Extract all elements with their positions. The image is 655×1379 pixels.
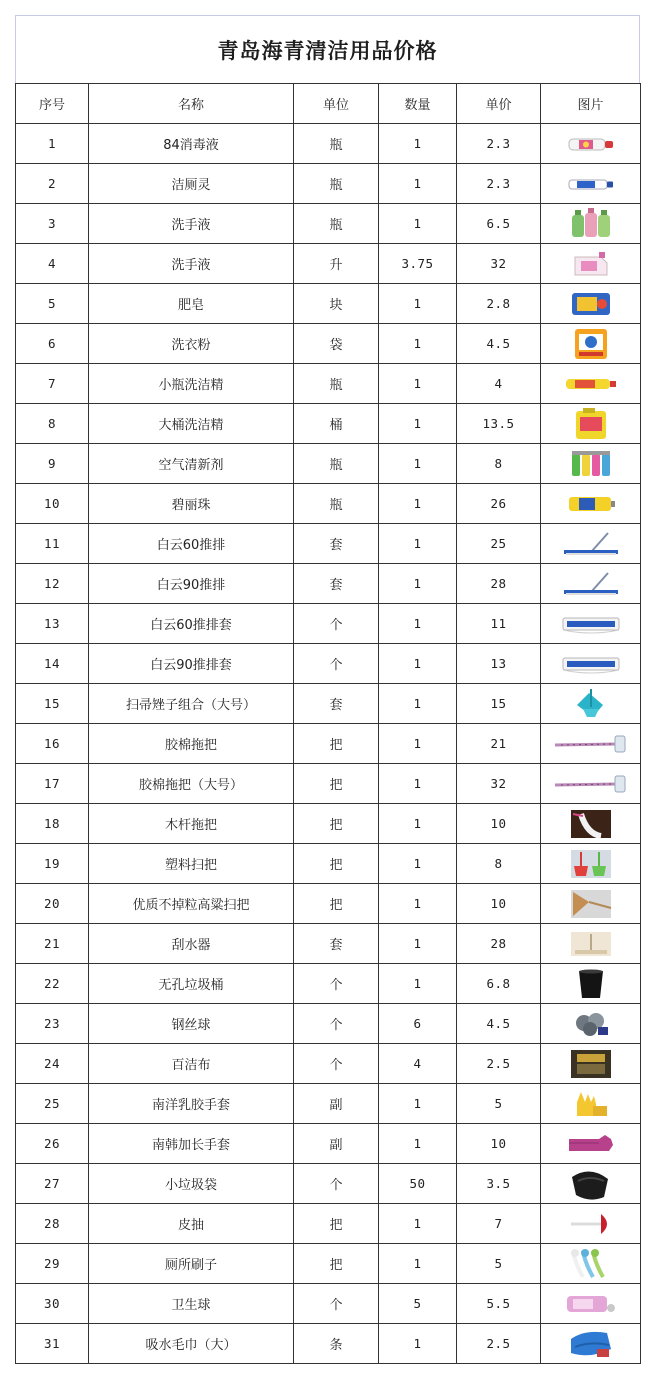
row-index: 8: [16, 404, 89, 444]
table-row: [16, 204, 641, 244]
sponge-mop-icon: [551, 771, 631, 797]
row-name: 空气清新剂: [89, 444, 294, 484]
row-price: 2.3: [457, 164, 541, 204]
table-row: [16, 364, 641, 404]
table-row: [16, 124, 641, 164]
row-unit: 把: [294, 764, 379, 804]
row-image: [541, 964, 641, 1004]
row-index: 11: [16, 524, 89, 564]
row-price: 6.8: [457, 964, 541, 1004]
row-price: 4: [457, 364, 541, 404]
row-quantity: 1: [379, 164, 457, 204]
row-quantity: 1: [379, 1324, 457, 1364]
table-row: [16, 1244, 641, 1284]
row-price: 13: [457, 644, 541, 684]
row-index: 3: [16, 204, 89, 244]
row-name: 洗衣粉: [89, 324, 294, 364]
row-unit: 副: [294, 1084, 379, 1124]
row-unit: 瓶: [294, 444, 379, 484]
row-unit: 个: [294, 964, 379, 1004]
row-quantity: 1: [379, 924, 457, 964]
row-name: 南韩加长手套: [89, 1124, 294, 1164]
row-price: 28: [457, 564, 541, 604]
row-unit: 桶: [294, 404, 379, 444]
flat-mop-icon: [558, 571, 624, 597]
dish-soap-barrel-icon: [571, 407, 611, 441]
row-price: 2.8: [457, 284, 541, 324]
row-index: 19: [16, 844, 89, 884]
trash-bin-icon: [574, 967, 608, 1001]
row-price: 21: [457, 724, 541, 764]
sponge-mop-icon: [551, 731, 631, 757]
table-row: [16, 1004, 641, 1044]
row-index: 29: [16, 1244, 89, 1284]
row-name: 厕所刷子: [89, 1244, 294, 1284]
table-row: [16, 444, 641, 484]
row-image: [541, 764, 641, 804]
row-quantity: 1: [379, 444, 457, 484]
row-unit: 把: [294, 1244, 379, 1284]
row-name: 小瓶洗洁精: [89, 364, 294, 404]
table-row: [16, 884, 641, 924]
row-image: [541, 444, 641, 484]
table-row: [16, 404, 641, 444]
row-quantity: 1: [379, 1204, 457, 1244]
row-price: 10: [457, 1124, 541, 1164]
row-price: 32: [457, 764, 541, 804]
table-row: [16, 524, 641, 564]
row-unit: 套: [294, 684, 379, 724]
row-quantity: 1: [379, 284, 457, 324]
row-name: 白云60推排: [89, 524, 294, 564]
row-price: 5.5: [457, 1284, 541, 1324]
row-index: 24: [16, 1044, 89, 1084]
row-unit: 个: [294, 1044, 379, 1084]
row-price: 5: [457, 1084, 541, 1124]
row-index: 16: [16, 724, 89, 764]
row-price: 25: [457, 524, 541, 564]
row-price: 15: [457, 684, 541, 724]
table-row: [16, 244, 641, 284]
header-unit: 单位: [294, 84, 379, 124]
table-row: [16, 964, 641, 1004]
row-image: [541, 244, 641, 284]
row-unit: 块: [294, 284, 379, 324]
row-index: 14: [16, 644, 89, 684]
row-name: 大桶洗洁精: [89, 404, 294, 444]
row-name: 洗手液: [89, 204, 294, 244]
row-quantity: 1: [379, 724, 457, 764]
mop-pad-icon: [559, 612, 623, 636]
toilet-brush-icon: [569, 1247, 613, 1281]
row-quantity: 1: [379, 324, 457, 364]
row-image: [541, 644, 641, 684]
row-name: 刮水器: [89, 924, 294, 964]
row-index: 1: [16, 124, 89, 164]
row-image: [541, 1244, 641, 1284]
row-index: 26: [16, 1124, 89, 1164]
row-index: 31: [16, 1324, 89, 1364]
row-price: 4.5: [457, 324, 541, 364]
table-row: [16, 804, 641, 844]
row-image: [541, 1044, 641, 1084]
price-table: [15, 83, 641, 1364]
row-price: 6.5: [457, 204, 541, 244]
mothballs-icon: [563, 1292, 619, 1316]
row-price: 2.3: [457, 124, 541, 164]
row-name: 84消毒液: [89, 124, 294, 164]
row-name: 皮抽: [89, 1204, 294, 1244]
row-index: 27: [16, 1164, 89, 1204]
row-name: 钢丝球: [89, 1004, 294, 1044]
table-row: [16, 604, 641, 644]
towel-icon: [567, 1327, 615, 1361]
table-row: [16, 564, 641, 604]
row-name: 小垃圾袋: [89, 1164, 294, 1204]
table-row: [16, 164, 641, 204]
row-index: 9: [16, 444, 89, 484]
furniture-polish-can-icon: [565, 493, 617, 515]
row-name: 洗手液: [89, 244, 294, 284]
table-header-row: [16, 84, 641, 124]
row-quantity: 5: [379, 1284, 457, 1324]
long-gloves-icon: [567, 1131, 615, 1157]
row-unit: 个: [294, 1284, 379, 1324]
sorghum-broom-icon: [569, 888, 613, 920]
table-row: [16, 924, 641, 964]
table-row: [16, 1124, 641, 1164]
detergent-bag-icon: [571, 327, 611, 361]
row-quantity: 1: [379, 604, 457, 644]
steel-wool-icon: [572, 1009, 610, 1039]
row-image: [541, 284, 641, 324]
row-price: 3.5: [457, 1164, 541, 1204]
row-price: 7: [457, 1204, 541, 1244]
row-unit: 把: [294, 1204, 379, 1244]
row-quantity: 50: [379, 1164, 457, 1204]
soap-bar-icon: [569, 289, 613, 319]
row-image: [541, 124, 641, 164]
row-image: [541, 484, 641, 524]
row-image: [541, 1164, 641, 1204]
row-name: 胶棉拖把: [89, 724, 294, 764]
plunger-icon: [567, 1210, 615, 1238]
row-index: 21: [16, 924, 89, 964]
row-image: [541, 1004, 641, 1044]
row-unit: 个: [294, 604, 379, 644]
row-unit: 把: [294, 884, 379, 924]
row-image: [541, 924, 641, 964]
row-index: 4: [16, 244, 89, 284]
row-unit: 套: [294, 924, 379, 964]
row-index: 17: [16, 764, 89, 804]
row-quantity: 1: [379, 1124, 457, 1164]
hand-soap-jug-icon: [569, 249, 613, 279]
row-unit: 个: [294, 1164, 379, 1204]
row-index: 2: [16, 164, 89, 204]
row-unit: 条: [294, 1324, 379, 1364]
row-name: 百洁布: [89, 1044, 294, 1084]
broom-dustpan-set-icon: [571, 687, 611, 721]
row-price: 8: [457, 444, 541, 484]
row-image: [541, 724, 641, 764]
row-index: 5: [16, 284, 89, 324]
row-name: 扫帚矬子组合（大号）: [89, 684, 294, 724]
row-index: 22: [16, 964, 89, 1004]
row-image: [541, 564, 641, 604]
row-name: 白云60推排套: [89, 604, 294, 644]
squeegee-icon: [569, 930, 613, 958]
row-name: 优质不掉粒高粱扫把: [89, 884, 294, 924]
row-unit: 把: [294, 724, 379, 764]
table-row: [16, 1324, 641, 1364]
row-name: 白云90推排套: [89, 644, 294, 684]
hand-soap-bottles-icon: [569, 207, 613, 241]
row-image: [541, 844, 641, 884]
row-unit: 把: [294, 844, 379, 884]
row-index: 20: [16, 884, 89, 924]
table-body: [16, 124, 641, 1364]
table-row: [16, 644, 641, 684]
row-price: 13.5: [457, 404, 541, 444]
row-index: 7: [16, 364, 89, 404]
row-quantity: 1: [379, 404, 457, 444]
table-row: [16, 284, 641, 324]
row-price: 10: [457, 804, 541, 844]
row-name: 南洋乳胶手套: [89, 1084, 294, 1124]
table-row: [16, 324, 641, 364]
row-unit: 把: [294, 804, 379, 844]
toilet-cleaner-bottle-icon: [565, 173, 617, 195]
row-unit: 副: [294, 1124, 379, 1164]
mop-pad-icon: [559, 652, 623, 676]
row-unit: 瓶: [294, 124, 379, 164]
row-image: [541, 1204, 641, 1244]
row-name: 木杆拖把: [89, 804, 294, 844]
table-row: [16, 484, 641, 524]
row-image: [541, 684, 641, 724]
row-quantity: 1: [379, 844, 457, 884]
row-name: 塑料扫把: [89, 844, 294, 884]
row-price: 4.5: [457, 1004, 541, 1044]
row-index: 10: [16, 484, 89, 524]
row-quantity: 1: [379, 684, 457, 724]
row-unit: 套: [294, 524, 379, 564]
disinfectant-bottle-icon: [565, 133, 617, 155]
row-quantity: 1: [379, 1244, 457, 1284]
table-row: [16, 724, 641, 764]
row-quantity: 1: [379, 644, 457, 684]
row-name: 白云90推排: [89, 564, 294, 604]
row-image: [541, 204, 641, 244]
row-price: 8: [457, 844, 541, 884]
table-row: [16, 844, 641, 884]
row-price: 2.5: [457, 1044, 541, 1084]
row-price: 10: [457, 884, 541, 924]
row-index: 28: [16, 1204, 89, 1244]
row-unit: 瓶: [294, 364, 379, 404]
row-name: 无孔垃圾桶: [89, 964, 294, 1004]
row-image: [541, 1124, 641, 1164]
garbage-bags-icon: [568, 1167, 614, 1201]
row-quantity: 1: [379, 524, 457, 564]
row-price: 28: [457, 924, 541, 964]
row-quantity: 1: [379, 564, 457, 604]
row-quantity: 4: [379, 1044, 457, 1084]
header-index: 序号: [16, 84, 89, 124]
row-index: 25: [16, 1084, 89, 1124]
row-name: 吸水毛巾（大）: [89, 1324, 294, 1364]
row-index: 30: [16, 1284, 89, 1324]
row-image: [541, 884, 641, 924]
row-price: 32: [457, 244, 541, 284]
row-quantity: 6: [379, 1004, 457, 1044]
row-quantity: 1: [379, 964, 457, 1004]
row-index: 12: [16, 564, 89, 604]
row-quantity: 1: [379, 804, 457, 844]
row-image: [541, 324, 641, 364]
table-row: [16, 1284, 641, 1324]
row-image: [541, 1284, 641, 1324]
string-mop-icon: [569, 808, 613, 840]
row-price: 5: [457, 1244, 541, 1284]
row-name: 胶棉拖把（大号）: [89, 764, 294, 804]
row-index: 13: [16, 604, 89, 644]
row-index: 18: [16, 804, 89, 844]
row-unit: 袋: [294, 324, 379, 364]
row-unit: 瓶: [294, 204, 379, 244]
row-quantity: 1: [379, 884, 457, 924]
plastic-broom-icon: [569, 848, 613, 880]
header-price: 单价: [457, 84, 541, 124]
row-unit: 套: [294, 564, 379, 604]
row-image: [541, 164, 641, 204]
table-row: [16, 764, 641, 804]
row-index: 23: [16, 1004, 89, 1044]
row-name: 卫生球: [89, 1284, 294, 1324]
row-name: 碧丽珠: [89, 484, 294, 524]
row-unit: 瓶: [294, 164, 379, 204]
table-row: [16, 1044, 641, 1084]
row-image: [541, 604, 641, 644]
row-image: [541, 1324, 641, 1364]
table-row: [16, 1084, 641, 1124]
row-unit: 个: [294, 644, 379, 684]
row-price: 11: [457, 604, 541, 644]
row-index: 6: [16, 324, 89, 364]
price-sheet: [15, 15, 640, 1364]
scouring-pad-icon: [569, 1048, 613, 1080]
row-quantity: 1: [379, 364, 457, 404]
latex-gloves-icon: [571, 1088, 611, 1120]
row-image: [541, 804, 641, 844]
row-quantity: 1: [379, 124, 457, 164]
row-quantity: 3.75: [379, 244, 457, 284]
row-price: 2.5: [457, 1324, 541, 1364]
row-price: 26: [457, 484, 541, 524]
row-name: 肥皂: [89, 284, 294, 324]
flat-mop-icon: [558, 531, 624, 557]
row-image: [541, 364, 641, 404]
dish-soap-bottle-icon: [563, 374, 619, 394]
row-quantity: 1: [379, 1084, 457, 1124]
row-unit: 升: [294, 244, 379, 284]
table-row: [16, 1164, 641, 1204]
header-image: 图片: [541, 84, 641, 124]
row-name: 洁厕灵: [89, 164, 294, 204]
row-image: [541, 404, 641, 444]
row-image: [541, 524, 641, 564]
table-row: [16, 684, 641, 724]
page-title: 青岛海青清洁用品价格: [15, 15, 640, 83]
row-image: [541, 1084, 641, 1124]
row-quantity: 1: [379, 204, 457, 244]
row-unit: 个: [294, 1004, 379, 1044]
row-quantity: 1: [379, 764, 457, 804]
table-row: [16, 1204, 641, 1244]
row-index: 15: [16, 684, 89, 724]
header-quantity: 数量: [379, 84, 457, 124]
air-freshener-cans-icon: [570, 449, 612, 479]
header-name: 名称: [89, 84, 294, 124]
row-unit: 瓶: [294, 484, 379, 524]
row-quantity: 1: [379, 484, 457, 524]
